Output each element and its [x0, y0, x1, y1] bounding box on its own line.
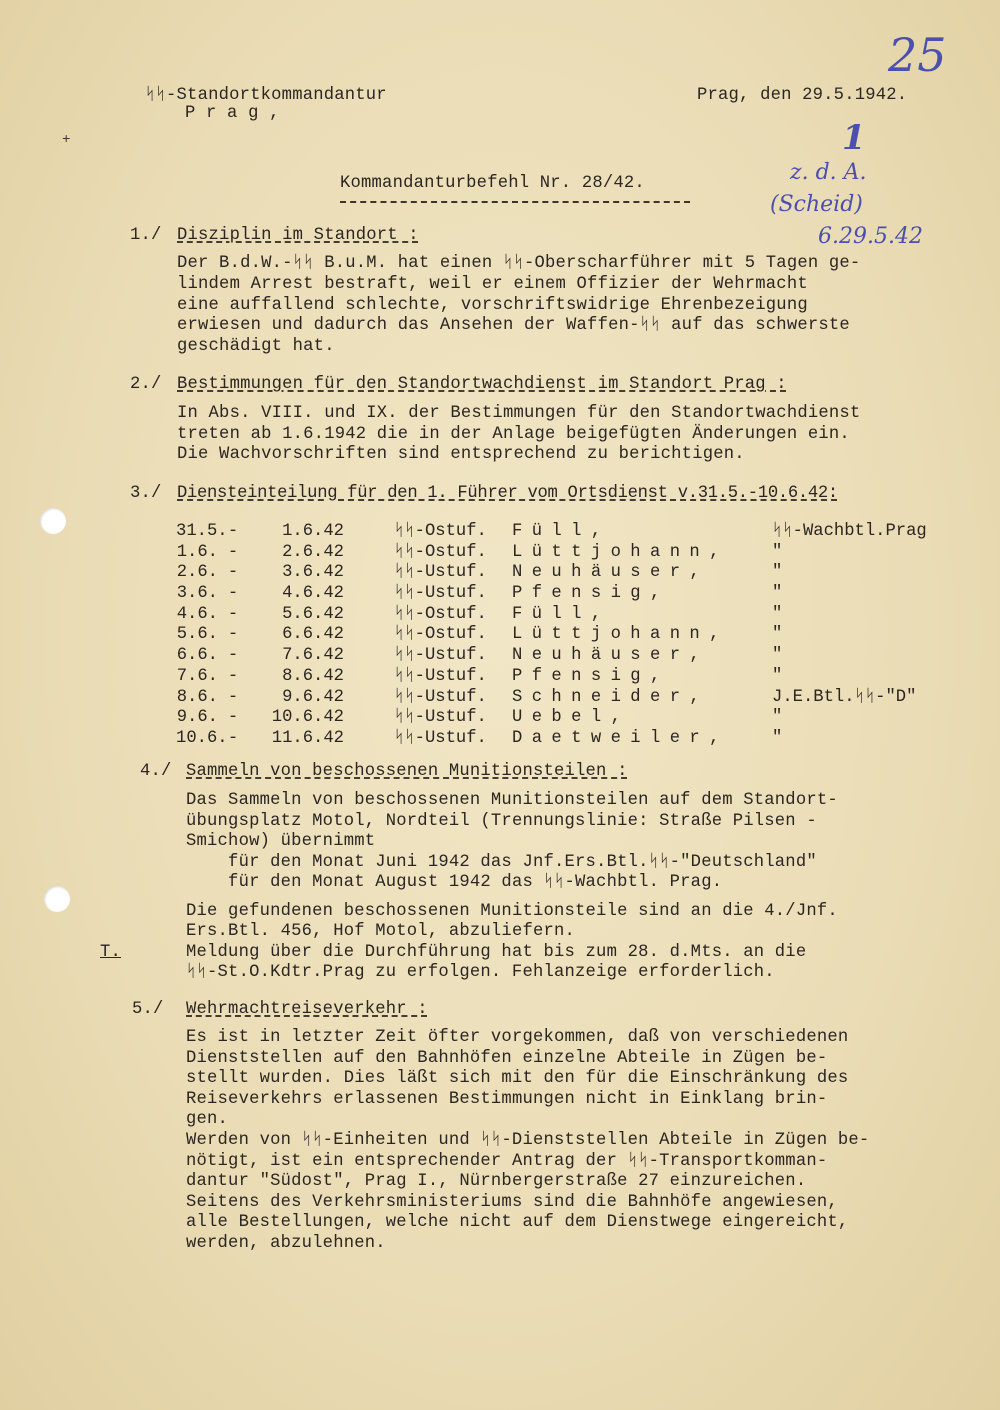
schedule-row: [176, 667, 927, 688]
title-underline: [340, 201, 690, 203]
schedule-dash: -: [227, 708, 239, 728]
schedule-dash: -: [227, 542, 239, 562]
schedule-spacer: [344, 625, 394, 646]
section-5-line: Es ist in letzter Zeit öfter vorgekommen, daß von verschiedenen: [186, 1028, 849, 1047]
schedule-to: 9.6.42: [282, 687, 344, 707]
schedule-spacer: [344, 584, 394, 605]
section-5-line: dantur "Südost", Prag I., Nürnbergerstraße 27 einzureichen.: [186, 1172, 807, 1191]
schedule-from: 31.5.: [176, 522, 228, 541]
section-5-line: werden, abzulehnen.: [186, 1234, 386, 1253]
schedule-to: 11.6.42: [271, 728, 344, 748]
schedule-name: Lüttjohann,: [512, 625, 729, 645]
schedule-unit: ": [772, 584, 783, 604]
schedule-name: Füll,: [512, 604, 611, 624]
schedule-row: [176, 708, 927, 729]
section-4-line: für den Monat Juni 1942 das Jnf.Ers.Btl.ᛋᛋ-"Deutschland": [186, 853, 817, 872]
schedule-spacer: [344, 605, 394, 626]
schedule-rank: ᛋᛋ-Ustuf.: [394, 563, 487, 583]
section-2-heading: Bestimmungen für den Standortwachdienst im Standort Prag :: [177, 375, 787, 394]
schedule-rank: ᛋᛋ-Ostuf.: [394, 625, 487, 645]
schedule-to: 8.6.42: [282, 666, 344, 686]
schedule-row: [176, 646, 927, 667]
schedule-to: 10.6.42: [271, 708, 344, 728]
schedule-dash: -: [227, 563, 239, 583]
office-name: ᛋᛋ-Standortkommandantur: [145, 86, 387, 105]
schedule-name: Uebel,: [512, 708, 631, 728]
section-3-number: 3./: [130, 484, 162, 503]
schedule-dash: -: [227, 522, 239, 541]
schedule-unit: ": [772, 666, 783, 686]
schedule-rank: ᛋᛋ-Ustuf.: [394, 584, 487, 604]
schedule-name: Lüttjohann,: [512, 542, 729, 562]
handwritten-note-name: (Scheid): [770, 192, 863, 217]
section-4-line: Das Sammeln von beschossenen Munitionsteilen auf dem Standort-: [186, 791, 838, 810]
handwritten-page-number: 25: [888, 28, 947, 82]
schedule-to: 7.6.42: [282, 646, 344, 666]
schedule-unit: ": [772, 563, 783, 583]
schedule-unit: ": [772, 728, 783, 748]
section-5-line: Dienststellen auf den Bahnhöfen einzelne Abteile in Zügen be-: [186, 1049, 828, 1068]
section-4-heading: Sammeln von beschossenen Munitionsteilen :: [186, 762, 628, 781]
schedule-from: 5.6.: [176, 625, 218, 645]
schedule-dash: -: [227, 646, 239, 666]
schedule-spacer: [344, 667, 394, 688]
schedule-row: [176, 688, 927, 709]
margin-mark: +: [62, 132, 71, 148]
schedule-name: Füll,: [512, 522, 611, 541]
section-4-line: Ers.Btl. 456, Hof Motol, abzuliefern.: [186, 922, 576, 941]
schedule-to: 3.6.42: [282, 563, 344, 583]
section-4-line: für den Monat August 1942 das ᛋᛋ-Wachbtl. Prag.: [186, 873, 723, 892]
section-5-heading: Wehrmachtreiseverkehr :: [186, 1000, 428, 1019]
schedule-spacer: [344, 708, 394, 729]
schedule-unit: ": [772, 646, 783, 666]
schedule-to: 5.6.42: [282, 604, 344, 624]
schedule-rank: ᛋᛋ-Ustuf.: [394, 687, 487, 707]
schedule-from: 3.6.: [176, 584, 218, 604]
section-3-heading: Diensteinteilung für den 1. Führer vom Ortsdienst v.31.5.-10.6.42:: [177, 484, 838, 503]
schedule-spacer: [344, 729, 394, 750]
schedule-name: Pfensig,: [512, 666, 670, 686]
schedule-rank: ᛋᛋ-Ostuf.: [394, 604, 487, 624]
schedule-row: [176, 522, 927, 543]
section-1-line: erwiesen und dadurch das Ansehen der Waffen-ᛋᛋ auf das schwerste: [177, 316, 850, 335]
schedule-row: [176, 625, 927, 646]
section-5-number: 5./: [132, 1000, 164, 1019]
schedule-from: 6.6.: [176, 646, 218, 666]
section-2-number: 2./: [130, 375, 162, 394]
schedule-row: [176, 729, 927, 750]
schedule-spacer: [344, 563, 394, 584]
section-5-line: Werden von ᛋᛋ-Einheiten und ᛋᛋ-Dienststellen Abteile in Zügen be-: [186, 1131, 870, 1150]
schedule-name: Schneider,: [512, 687, 710, 707]
schedule-row: [176, 563, 927, 584]
section-2-line: Die Wachvorschriften sind entsprechend zu berichtigen.: [177, 445, 745, 464]
schedule-name: Neuhäuser,: [512, 563, 710, 583]
schedule-rank: ᛋᛋ-Ustuf.: [394, 728, 487, 748]
section-2-line: treten ab 1.6.1942 die in der Anlage beigefügten Änderungen ein.: [177, 425, 850, 444]
section-5-line: nötigt, ist ein entsprechender Antrag der ᛋᛋ-Transportkomman-: [186, 1152, 828, 1171]
schedule-spacer: [344, 688, 394, 709]
schedule-name: Pfensig,: [512, 584, 670, 604]
section-1-heading: Disziplin im Standort :: [177, 226, 419, 245]
schedule-to: 2.6.42: [282, 542, 344, 562]
schedule-dash: -: [227, 687, 239, 707]
section-4-line: Meldung über die Durchführung hat bis zum 28. d.Mts. an die: [186, 943, 807, 962]
schedule-dash: -: [227, 625, 239, 645]
document-title: Kommandanturbefehl Nr. 28/42.: [340, 174, 645, 193]
schedule-rank: ᛋᛋ-Ustuf.: [394, 646, 487, 666]
schedule-unit: ᛋᛋ-Wachbtl.Prag: [772, 522, 927, 541]
schedule-from: 7.6.: [176, 666, 218, 686]
schedule-to: 4.6.42: [282, 584, 344, 604]
section-5-line: alle Bestellungen, welche nicht auf dem Dienstwege eingereicht,: [186, 1213, 849, 1232]
schedule-row: [176, 584, 927, 605]
schedule-unit: ": [772, 708, 783, 728]
document-date: Prag, den 29.5.1942.: [697, 86, 908, 105]
schedule-unit: ": [772, 604, 783, 624]
schedule-from: 2.6.: [176, 563, 218, 583]
section-4-margin-mark: T.: [100, 943, 122, 962]
schedule-spacer: [344, 543, 394, 564]
schedule-name: Neuhäuser,: [512, 646, 710, 666]
schedule-to: 1.6.42: [282, 522, 344, 541]
schedule-unit: J.E.Btl.ᛋᛋ-"D": [772, 687, 917, 707]
schedule-dash: -: [227, 584, 239, 604]
section-4-line: übungsplatz Motol, Nordteil (Trennungslinie: Straße Pilsen -: [186, 812, 817, 831]
schedule-from: 1.6.: [176, 542, 218, 562]
schedule-spacer: [344, 522, 394, 543]
schedule-dash: -: [227, 728, 239, 748]
section-1-line: lindem Arrest bestraft, weil er einem Offizier der Wehrmacht: [177, 275, 808, 294]
schedule-dash: -: [227, 604, 239, 624]
schedule-dash: -: [227, 666, 239, 686]
section-5-line: stellt wurden. Dies läßt sich mit den für die Einschränkung des: [186, 1069, 849, 1088]
section-1-line: eine auffallend schlechte, vorschriftswidrige Ehrenbezeigung: [177, 296, 808, 315]
schedule-spacer: [344, 646, 394, 667]
schedule-rank: ᛋᛋ-Ostuf.: [394, 542, 487, 562]
section-1-line: Der B.d.W.-ᛋᛋ B.u.M. hat einen ᛋᛋ-Oberscharführer mit 5 Tagen ge-: [177, 254, 861, 273]
handwritten-mark: 1: [842, 118, 866, 158]
schedule-name: Daetweiler,: [512, 728, 729, 748]
section-5-line: gen.: [186, 1110, 229, 1129]
schedule-unit: ": [772, 625, 783, 645]
schedule-row: [176, 543, 927, 564]
punch-hole-top: [40, 508, 66, 534]
schedule-rank: ᛋᛋ-Ustuf.: [394, 708, 487, 728]
section-1-number: 1./: [130, 226, 162, 245]
section-4-line: Smichow) übernimmt: [186, 832, 376, 851]
section-5-line: Seitens des Verkehrsministeriums sind die Bahnhöfe angewiesen,: [186, 1193, 838, 1212]
schedule-row: [176, 605, 927, 626]
handwritten-note-zda: z. d. A.: [790, 160, 867, 185]
office-city: P r a g ,: [185, 104, 280, 123]
schedule-rank: ᛋᛋ-Ustuf.: [394, 666, 487, 686]
section-2-line: In Abs. VIII. und IX. der Bestimmungen für den Standortwachdienst: [177, 404, 861, 423]
section-5-line: Reiseverkehrs erlassenen Bestimmungen nicht in Einklang brin-: [186, 1090, 828, 1109]
schedule-from: 8.6.: [176, 687, 218, 707]
section-4-number: 4./: [140, 762, 172, 781]
schedule-from: 9.6.: [176, 708, 218, 728]
section-4-line: Die gefundenen beschossenen Munitionsteile sind an die 4./Jnf.: [186, 902, 838, 921]
handwritten-note-date: 6.29.5.42: [818, 224, 923, 249]
section-1-line: geschädigt hat.: [177, 337, 335, 356]
schedule-rank: ᛋᛋ-Ostuf.: [394, 522, 487, 541]
punch-hole-bottom: [44, 886, 70, 912]
schedule-unit: ": [772, 542, 783, 562]
duty-schedule-table: [176, 522, 927, 750]
schedule-from: 10.6.: [176, 728, 228, 748]
schedule-from: 4.6.: [176, 604, 218, 624]
schedule-to: 6.6.42: [282, 625, 344, 645]
section-4-line: ᛋᛋ-St.O.Kdtr.Prag zu erfolgen. Fehlanzeige erforderlich.: [186, 963, 775, 982]
